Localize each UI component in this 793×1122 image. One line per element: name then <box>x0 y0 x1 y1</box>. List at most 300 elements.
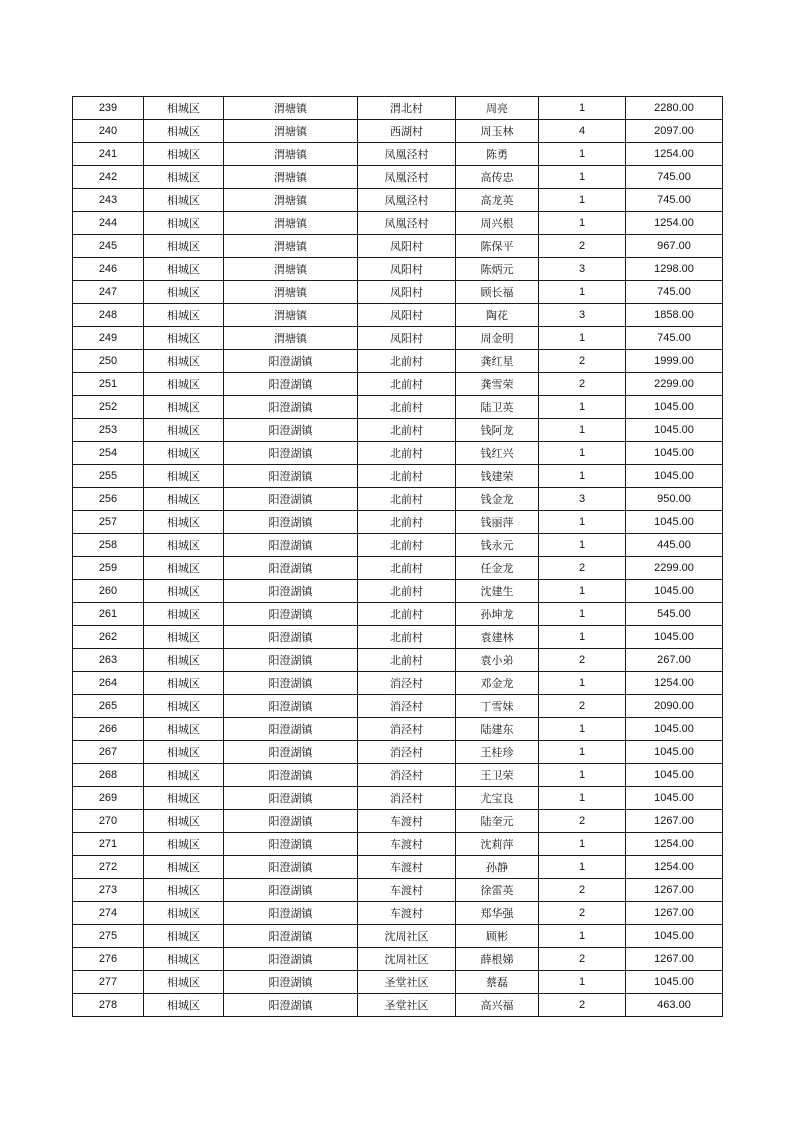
town-cell: 阳澄湖镇 <box>224 741 358 764</box>
amount-cell: 1045.00 <box>626 741 723 764</box>
person-name-cell: 陶花 <box>456 304 539 327</box>
district-cell: 相城区 <box>144 258 224 281</box>
amount-cell: 1858.00 <box>626 304 723 327</box>
row-number-cell: 271 <box>73 833 144 856</box>
row-number-cell: 245 <box>73 235 144 258</box>
town-cell: 渭塘镇 <box>224 97 358 120</box>
town-cell: 阳澄湖镇 <box>224 787 358 810</box>
town-cell: 阳澄湖镇 <box>224 994 358 1017</box>
row-number-cell: 278 <box>73 994 144 1017</box>
district-cell: 相城区 <box>144 120 224 143</box>
household-count-cell: 1 <box>539 925 626 948</box>
town-cell: 阳澄湖镇 <box>224 442 358 465</box>
row-number-cell: 268 <box>73 764 144 787</box>
town-cell: 渭塘镇 <box>224 235 358 258</box>
table-row <box>73 373 723 396</box>
district-cell: 相城区 <box>144 557 224 580</box>
town-cell: 渭塘镇 <box>224 281 358 304</box>
household-count-cell: 1 <box>539 580 626 603</box>
row-number-cell: 260 <box>73 580 144 603</box>
amount-cell: 1045.00 <box>626 442 723 465</box>
town-cell: 阳澄湖镇 <box>224 948 358 971</box>
row-number-cell: 276 <box>73 948 144 971</box>
person-name-cell: 沈莉萍 <box>456 833 539 856</box>
village-cell: 西湖村 <box>358 120 456 143</box>
district-cell: 相城区 <box>144 672 224 695</box>
household-count-cell: 2 <box>539 695 626 718</box>
district-cell: 相城区 <box>144 994 224 1017</box>
person-name-cell: 王桂珍 <box>456 741 539 764</box>
amount-cell: 2097.00 <box>626 120 723 143</box>
person-name-cell: 孙坤龙 <box>456 603 539 626</box>
amount-cell: 2280.00 <box>626 97 723 120</box>
person-name-cell: 钱金龙 <box>456 488 539 511</box>
row-number-cell: 270 <box>73 810 144 833</box>
village-cell: 北前村 <box>358 396 456 419</box>
amount-cell: 1045.00 <box>626 971 723 994</box>
table-row <box>73 534 723 557</box>
amount-cell: 545.00 <box>626 603 723 626</box>
town-cell: 阳澄湖镇 <box>224 534 358 557</box>
amount-cell: 2299.00 <box>626 373 723 396</box>
person-name-cell: 任金龙 <box>456 557 539 580</box>
person-name-cell: 钱红兴 <box>456 442 539 465</box>
amount-cell: 1254.00 <box>626 143 723 166</box>
row-number-cell: 252 <box>73 396 144 419</box>
town-cell: 渭塘镇 <box>224 120 358 143</box>
household-count-cell: 3 <box>539 258 626 281</box>
person-name-cell: 顾彬 <box>456 925 539 948</box>
household-count-cell: 1 <box>539 281 626 304</box>
row-number-cell: 244 <box>73 212 144 235</box>
person-name-cell: 高传忠 <box>456 166 539 189</box>
person-name-cell: 孙静 <box>456 856 539 879</box>
household-count-cell: 3 <box>539 304 626 327</box>
village-cell: 凤阳村 <box>358 304 456 327</box>
town-cell: 阳澄湖镇 <box>224 764 358 787</box>
town-cell: 阳澄湖镇 <box>224 557 358 580</box>
amount-cell: 267.00 <box>626 649 723 672</box>
household-count-cell: 1 <box>539 396 626 419</box>
village-cell: 北前村 <box>358 350 456 373</box>
village-cell: 凤阳村 <box>358 327 456 350</box>
table-row <box>73 925 723 948</box>
amount-cell: 1045.00 <box>626 764 723 787</box>
table-row <box>73 557 723 580</box>
district-cell: 相城区 <box>144 465 224 488</box>
household-count-cell: 1 <box>539 764 626 787</box>
row-number-cell: 247 <box>73 281 144 304</box>
village-cell: 车渡村 <box>358 833 456 856</box>
row-number-cell: 261 <box>73 603 144 626</box>
amount-cell: 1267.00 <box>626 879 723 902</box>
table-row <box>73 810 723 833</box>
village-cell: 北前村 <box>358 557 456 580</box>
amount-cell: 745.00 <box>626 281 723 304</box>
village-cell: 凤阳村 <box>358 258 456 281</box>
row-number-cell: 273 <box>73 879 144 902</box>
row-number-cell: 246 <box>73 258 144 281</box>
person-name-cell: 蔡磊 <box>456 971 539 994</box>
village-cell: 北前村 <box>358 419 456 442</box>
district-cell: 相城区 <box>144 327 224 350</box>
household-count-cell: 1 <box>539 534 626 557</box>
row-number-cell: 266 <box>73 718 144 741</box>
household-count-cell: 1 <box>539 626 626 649</box>
person-name-cell: 周亮 <box>456 97 539 120</box>
village-cell: 凤阳村 <box>358 235 456 258</box>
amount-cell: 2090.00 <box>626 695 723 718</box>
person-name-cell: 沈建生 <box>456 580 539 603</box>
household-count-cell: 1 <box>539 97 626 120</box>
village-cell: 消泾村 <box>358 695 456 718</box>
amount-cell: 2299.00 <box>626 557 723 580</box>
row-number-cell: 263 <box>73 649 144 672</box>
amount-cell: 1045.00 <box>626 465 723 488</box>
person-name-cell: 钱阿龙 <box>456 419 539 442</box>
table-row <box>73 465 723 488</box>
amount-cell: 445.00 <box>626 534 723 557</box>
person-name-cell: 陈保平 <box>456 235 539 258</box>
town-cell: 阳澄湖镇 <box>224 350 358 373</box>
table-row <box>73 166 723 189</box>
row-number-cell: 253 <box>73 419 144 442</box>
person-name-cell: 钱永元 <box>456 534 539 557</box>
household-count-cell: 2 <box>539 879 626 902</box>
person-name-cell: 周兴根 <box>456 212 539 235</box>
row-number-cell: 274 <box>73 902 144 925</box>
household-count-cell: 3 <box>539 488 626 511</box>
table-row <box>73 511 723 534</box>
household-count-cell: 1 <box>539 971 626 994</box>
row-number-cell: 269 <box>73 787 144 810</box>
row-number-cell: 277 <box>73 971 144 994</box>
village-cell: 北前村 <box>358 511 456 534</box>
amount-cell: 1254.00 <box>626 856 723 879</box>
person-name-cell: 陆建东 <box>456 718 539 741</box>
amount-cell: 1254.00 <box>626 672 723 695</box>
district-cell: 相城区 <box>144 350 224 373</box>
town-cell: 阳澄湖镇 <box>224 580 358 603</box>
town-cell: 渭塘镇 <box>224 189 358 212</box>
district-cell: 相城区 <box>144 649 224 672</box>
household-count-cell: 1 <box>539 718 626 741</box>
household-count-cell: 1 <box>539 856 626 879</box>
district-cell: 相城区 <box>144 741 224 764</box>
records-table-body <box>73 97 723 1017</box>
person-name-cell: 徐雷英 <box>456 879 539 902</box>
town-cell: 渭塘镇 <box>224 304 358 327</box>
table-row <box>73 856 723 879</box>
household-count-cell: 1 <box>539 465 626 488</box>
household-count-cell: 1 <box>539 672 626 695</box>
district-cell: 相城区 <box>144 948 224 971</box>
district-cell: 相城区 <box>144 787 224 810</box>
table-row <box>73 718 723 741</box>
village-cell: 消泾村 <box>358 718 456 741</box>
village-cell: 车渡村 <box>358 810 456 833</box>
table-row <box>73 672 723 695</box>
row-number-cell: 250 <box>73 350 144 373</box>
town-cell: 阳澄湖镇 <box>224 695 358 718</box>
district-cell: 相城区 <box>144 304 224 327</box>
district-cell: 相城区 <box>144 856 224 879</box>
table-row <box>73 350 723 373</box>
town-cell: 渭塘镇 <box>224 212 358 235</box>
table-row <box>73 97 723 120</box>
person-name-cell: 王卫荣 <box>456 764 539 787</box>
amount-cell: 1267.00 <box>626 902 723 925</box>
village-cell: 北前村 <box>358 373 456 396</box>
district-cell: 相城区 <box>144 189 224 212</box>
row-number-cell: 240 <box>73 120 144 143</box>
district-cell: 相城区 <box>144 488 224 511</box>
amount-cell: 950.00 <box>626 488 723 511</box>
village-cell: 消泾村 <box>358 672 456 695</box>
district-cell: 相城区 <box>144 534 224 557</box>
table-row <box>73 304 723 327</box>
row-number-cell: 239 <box>73 97 144 120</box>
row-number-cell: 262 <box>73 626 144 649</box>
table-row <box>73 143 723 166</box>
district-cell: 相城区 <box>144 879 224 902</box>
row-number-cell: 241 <box>73 143 144 166</box>
household-count-cell: 2 <box>539 902 626 925</box>
household-count-cell: 1 <box>539 603 626 626</box>
village-cell: 沈周社区 <box>358 925 456 948</box>
town-cell: 阳澄湖镇 <box>224 626 358 649</box>
table-row <box>73 626 723 649</box>
household-count-cell: 4 <box>539 120 626 143</box>
household-count-cell: 1 <box>539 327 626 350</box>
row-number-cell: 258 <box>73 534 144 557</box>
amount-cell: 1045.00 <box>626 396 723 419</box>
village-cell: 消泾村 <box>358 741 456 764</box>
amount-cell: 1999.00 <box>626 350 723 373</box>
district-cell: 相城区 <box>144 235 224 258</box>
amount-cell: 1045.00 <box>626 511 723 534</box>
household-count-cell: 2 <box>539 373 626 396</box>
person-name-cell: 陆卫英 <box>456 396 539 419</box>
village-cell: 车渡村 <box>358 856 456 879</box>
village-cell: 北前村 <box>358 534 456 557</box>
table-row <box>73 695 723 718</box>
amount-cell: 1045.00 <box>626 580 723 603</box>
town-cell: 阳澄湖镇 <box>224 810 358 833</box>
district-cell: 相城区 <box>144 971 224 994</box>
amount-cell: 1045.00 <box>626 419 723 442</box>
table-row <box>73 580 723 603</box>
table-row <box>73 212 723 235</box>
amount-cell: 745.00 <box>626 166 723 189</box>
amount-cell: 1045.00 <box>626 718 723 741</box>
town-cell: 阳澄湖镇 <box>224 649 358 672</box>
amount-cell: 1298.00 <box>626 258 723 281</box>
row-number-cell: 256 <box>73 488 144 511</box>
table-row <box>73 189 723 212</box>
village-cell: 车渡村 <box>358 879 456 902</box>
village-cell: 圣堂社区 <box>358 994 456 1017</box>
amount-cell: 1045.00 <box>626 925 723 948</box>
table-row <box>73 994 723 1017</box>
person-name-cell: 高兴福 <box>456 994 539 1017</box>
district-cell: 相城区 <box>144 212 224 235</box>
household-count-cell: 1 <box>539 419 626 442</box>
household-count-cell: 1 <box>539 442 626 465</box>
person-name-cell: 袁建林 <box>456 626 539 649</box>
person-name-cell: 陈勇 <box>456 143 539 166</box>
household-count-cell: 1 <box>539 212 626 235</box>
amount-cell: 1254.00 <box>626 833 723 856</box>
row-number-cell: 267 <box>73 741 144 764</box>
town-cell: 阳澄湖镇 <box>224 511 358 534</box>
town-cell: 阳澄湖镇 <box>224 856 358 879</box>
village-cell: 凤阳村 <box>358 281 456 304</box>
table-row <box>73 120 723 143</box>
district-cell: 相城区 <box>144 396 224 419</box>
row-number-cell: 275 <box>73 925 144 948</box>
person-name-cell: 龚红星 <box>456 350 539 373</box>
person-name-cell: 陈炳元 <box>456 258 539 281</box>
village-cell: 消泾村 <box>358 764 456 787</box>
table-row <box>73 327 723 350</box>
town-cell: 阳澄湖镇 <box>224 603 358 626</box>
person-name-cell: 邓金龙 <box>456 672 539 695</box>
village-cell: 凤凰泾村 <box>358 166 456 189</box>
person-name-cell: 袁小弟 <box>456 649 539 672</box>
person-name-cell: 钱建荣 <box>456 465 539 488</box>
row-number-cell: 249 <box>73 327 144 350</box>
household-count-cell: 2 <box>539 557 626 580</box>
amount-cell: 967.00 <box>626 235 723 258</box>
village-cell: 北前村 <box>358 488 456 511</box>
village-cell: 凤凰泾村 <box>358 143 456 166</box>
table-row <box>73 258 723 281</box>
table-row <box>73 948 723 971</box>
household-count-cell: 2 <box>539 350 626 373</box>
village-cell: 消泾村 <box>358 787 456 810</box>
household-count-cell: 2 <box>539 994 626 1017</box>
amount-cell: 1045.00 <box>626 787 723 810</box>
district-cell: 相城区 <box>144 281 224 304</box>
person-name-cell: 顾长福 <box>456 281 539 304</box>
town-cell: 阳澄湖镇 <box>224 718 358 741</box>
district-cell: 相城区 <box>144 764 224 787</box>
row-number-cell: 243 <box>73 189 144 212</box>
person-name-cell: 薛根娣 <box>456 948 539 971</box>
amount-cell: 463.00 <box>626 994 723 1017</box>
district-cell: 相城区 <box>144 419 224 442</box>
table-row <box>73 235 723 258</box>
records-table <box>72 96 723 1017</box>
district-cell: 相城区 <box>144 810 224 833</box>
person-name-cell: 龚雪荣 <box>456 373 539 396</box>
household-count-cell: 1 <box>539 189 626 212</box>
table-row <box>73 488 723 511</box>
district-cell: 相城区 <box>144 695 224 718</box>
district-cell: 相城区 <box>144 442 224 465</box>
person-name-cell: 高龙英 <box>456 189 539 212</box>
row-number-cell: 257 <box>73 511 144 534</box>
household-count-cell: 1 <box>539 511 626 534</box>
household-count-cell: 2 <box>539 948 626 971</box>
district-cell: 相城区 <box>144 718 224 741</box>
district-cell: 相城区 <box>144 373 224 396</box>
row-number-cell: 265 <box>73 695 144 718</box>
table-row <box>73 764 723 787</box>
row-number-cell: 272 <box>73 856 144 879</box>
district-cell: 相城区 <box>144 511 224 534</box>
person-name-cell: 钱丽萍 <box>456 511 539 534</box>
town-cell: 渭塘镇 <box>224 166 358 189</box>
household-count-cell: 1 <box>539 166 626 189</box>
district-cell: 相城区 <box>144 833 224 856</box>
table-row <box>73 902 723 925</box>
household-count-cell: 2 <box>539 235 626 258</box>
amount-cell: 1267.00 <box>626 948 723 971</box>
village-cell: 渭北村 <box>358 97 456 120</box>
town-cell: 渭塘镇 <box>224 327 358 350</box>
household-count-cell: 1 <box>539 143 626 166</box>
village-cell: 北前村 <box>358 603 456 626</box>
row-number-cell: 264 <box>73 672 144 695</box>
village-cell: 凤凰泾村 <box>358 189 456 212</box>
row-number-cell: 251 <box>73 373 144 396</box>
village-cell: 沈周社区 <box>358 948 456 971</box>
village-cell: 凤凰泾村 <box>358 212 456 235</box>
town-cell: 阳澄湖镇 <box>224 373 358 396</box>
village-cell: 北前村 <box>358 580 456 603</box>
amount-cell: 1045.00 <box>626 626 723 649</box>
table-row <box>73 741 723 764</box>
table-row <box>73 879 723 902</box>
amount-cell: 1254.00 <box>626 212 723 235</box>
district-cell: 相城区 <box>144 902 224 925</box>
village-cell: 北前村 <box>358 442 456 465</box>
household-count-cell: 2 <box>539 810 626 833</box>
town-cell: 阳澄湖镇 <box>224 833 358 856</box>
person-name-cell: 陆奎元 <box>456 810 539 833</box>
table-row <box>73 649 723 672</box>
village-cell: 北前村 <box>358 626 456 649</box>
district-cell: 相城区 <box>144 626 224 649</box>
village-cell: 圣堂社区 <box>358 971 456 994</box>
table-row <box>73 281 723 304</box>
table-row <box>73 787 723 810</box>
town-cell: 阳澄湖镇 <box>224 971 358 994</box>
row-number-cell: 259 <box>73 557 144 580</box>
town-cell: 阳澄湖镇 <box>224 396 358 419</box>
person-name-cell: 周玉林 <box>456 120 539 143</box>
household-count-cell: 1 <box>539 741 626 764</box>
district-cell: 相城区 <box>144 166 224 189</box>
row-number-cell: 248 <box>73 304 144 327</box>
amount-cell: 745.00 <box>626 327 723 350</box>
row-number-cell: 255 <box>73 465 144 488</box>
town-cell: 阳澄湖镇 <box>224 672 358 695</box>
district-cell: 相城区 <box>144 580 224 603</box>
town-cell: 阳澄湖镇 <box>224 902 358 925</box>
town-cell: 阳澄湖镇 <box>224 488 358 511</box>
town-cell: 阳澄湖镇 <box>224 925 358 948</box>
household-count-cell: 2 <box>539 649 626 672</box>
row-number-cell: 254 <box>73 442 144 465</box>
person-name-cell: 丁雪妹 <box>456 695 539 718</box>
town-cell: 渭塘镇 <box>224 258 358 281</box>
table-row <box>73 442 723 465</box>
row-number-cell: 242 <box>73 166 144 189</box>
district-cell: 相城区 <box>144 925 224 948</box>
